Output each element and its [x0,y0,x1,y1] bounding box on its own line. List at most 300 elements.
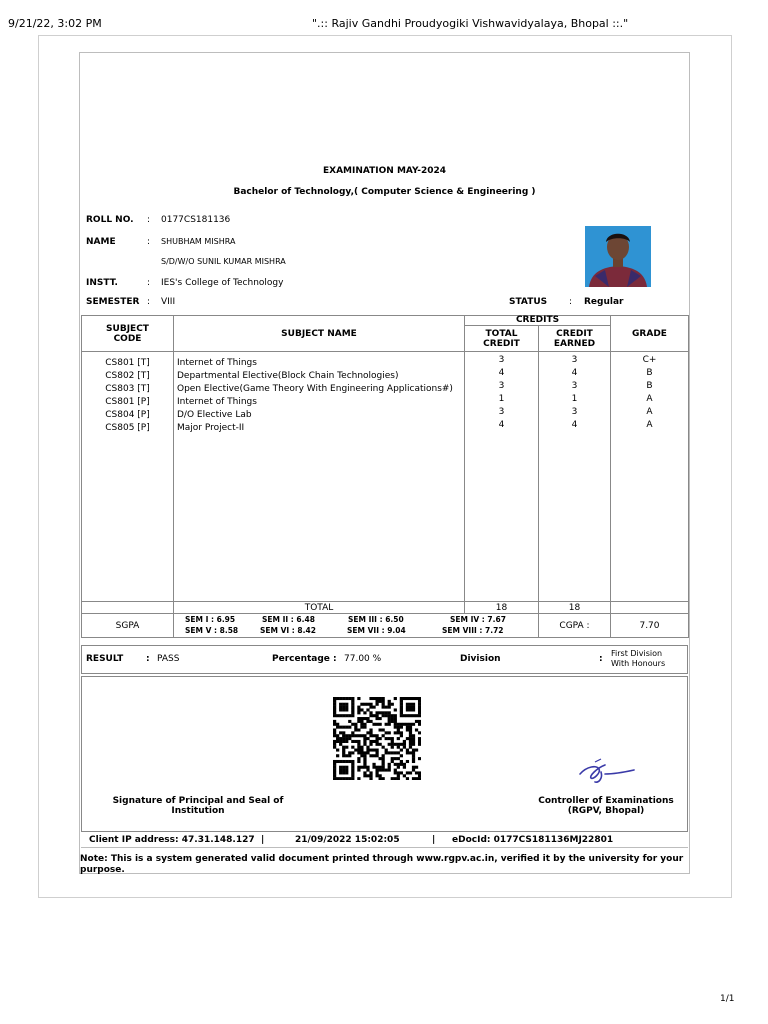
sgpa-sem1: SEM I : 6.95 [185,615,236,624]
qr-module [409,723,412,726]
qr-module [342,726,345,729]
qr-module [372,734,375,737]
qr-module [397,726,400,729]
qr-module [342,731,345,734]
qr-module [375,717,378,720]
qr-module [360,703,363,706]
qr-module [391,746,394,749]
qr-module [403,774,406,777]
qr-module [400,711,403,714]
qr-module [339,771,342,774]
qr-module [339,743,342,746]
qr-module [366,766,369,769]
qr-module [342,749,345,752]
qr-module [397,774,400,777]
qr-module [342,771,345,774]
qr-module [339,740,342,743]
qr-module [351,751,354,754]
qr-module [412,743,415,746]
qr-module [406,697,409,700]
subject-earned-cell: 4 [571,420,578,430]
qr-module [369,749,372,752]
subject-code-cell: CS804 [P] [105,410,150,420]
qr-module [351,760,354,763]
qr-module [406,760,409,763]
subject-total-cell: 3 [498,407,505,417]
qr-module [375,723,378,726]
qr-module [409,706,412,709]
qr-module [394,723,397,726]
qr-module [394,708,397,711]
qr-module [369,731,372,734]
qr-module [412,757,415,760]
qr-module [385,751,388,754]
qr-module [394,731,397,734]
qr-module [345,769,348,772]
qr-module [342,760,345,763]
division-colon: : [599,654,603,664]
qr-module [372,706,375,709]
qr-module [372,766,375,769]
subject-grade-cell: A [646,394,653,404]
qr-module [418,740,421,743]
cgpa-value: 7.70 [611,614,689,638]
qr-module [351,777,354,780]
qr-module [385,723,388,726]
status-colon: : [569,297,573,307]
credit-earned-header: CREDIT EARNED [539,326,611,352]
qr-module [333,774,336,777]
qr-module [406,749,409,752]
qr-module [375,740,378,743]
page-count: 1/1 [720,994,735,1004]
qr-module [382,734,385,737]
qr-module [363,771,366,774]
qr-module [357,746,360,749]
qr-module [418,711,421,714]
qr-module [403,714,406,717]
qr-module [339,703,342,706]
qr-module [357,740,360,743]
qr-module [342,697,345,700]
footer-separator-1: | [261,835,265,845]
qr-module [372,749,375,752]
sgpa-label: SGPA [82,614,174,638]
qr-module [409,771,412,774]
qr-module [366,737,369,740]
subject-grade-cell: B [646,381,653,391]
subject-code-cell: CS802 [T] [105,371,150,381]
qr-module [400,734,403,737]
qr-module [400,749,403,752]
qr-module [418,771,421,774]
qr-module [366,731,369,734]
qr-module [418,697,421,700]
qr-module [379,737,382,740]
qr-module [379,723,382,726]
qr-module [391,757,394,760]
qr-module [375,754,378,757]
qr-module [363,717,366,720]
qr-module [351,771,354,774]
qr-module [351,740,354,743]
subject-grade-cell: B [646,368,653,378]
qr-module [379,711,382,714]
qr-module [406,777,409,780]
principal-caption-line-1: Signature of Principal and Seal of [112,796,284,806]
subject-name-cell: Internet of Things [177,358,257,368]
total-earned-sum: 18 [539,602,611,614]
qr-module [357,760,360,763]
qr-module [382,777,385,780]
qr-module [385,731,388,734]
result-value: PASS [157,654,180,664]
qr-module [406,706,409,709]
qr-module [412,769,415,772]
qr-module [345,714,348,717]
qr-module [400,760,403,763]
qr-module [412,697,415,700]
qr-module [388,766,391,769]
qr-module [372,754,375,757]
qr-module [379,717,382,720]
qr-module [403,746,406,749]
qr-module [415,749,418,752]
qr-module [366,751,369,754]
qr-module [357,706,360,709]
qr-module [379,769,382,772]
qr-module [385,769,388,772]
qr-module [382,714,385,717]
name-colon: : [147,237,151,247]
qr-module [336,726,339,729]
credits-header: CREDITS [465,316,611,326]
subject-code-cell: CS803 [T] [105,384,150,394]
qr-module [400,743,403,746]
qr-module [372,723,375,726]
qr-module [400,731,403,734]
qr-module [363,703,366,706]
qr-module [342,740,345,743]
qr-module [351,700,354,703]
qr-module [363,711,366,714]
qr-module [345,708,348,711]
qr-module [345,777,348,780]
qr-module [382,766,385,769]
institute-name: IES's College of Technology [161,278,284,288]
division-line-1: First Division [611,649,663,658]
qr-module [382,757,385,760]
qr-module [366,720,369,723]
qr-module [357,728,360,731]
qr-module [354,749,357,752]
qr-module [375,700,378,703]
semester-colon: : [147,297,151,307]
qr-module [400,754,403,757]
qr-module [397,766,400,769]
qr-module [388,731,391,734]
qr-module [418,731,421,734]
qr-module [339,769,342,772]
qr-module [369,706,372,709]
qr-module [375,749,378,752]
qr-module [379,697,382,700]
qr-module [351,714,354,717]
qr-module [357,769,360,772]
qr-module [333,728,336,731]
footer-separator-2: | [432,835,436,845]
qr-module [412,714,415,717]
sgpa-sem3: SEM III : 6.50 [348,615,404,624]
qr-module [357,697,360,700]
qr-module [385,749,388,752]
qr-module [342,706,345,709]
qr-module [336,760,339,763]
subject-code-cell: CS805 [P] [105,423,150,433]
qr-module [357,720,360,723]
qr-module [363,754,366,757]
qr-module [357,743,360,746]
qr-module [394,757,397,760]
result-label: RESULT [86,654,124,664]
qr-module [333,769,336,772]
qr-module [351,711,354,714]
qr-module [418,743,421,746]
qr-module [400,763,403,766]
footer-divider [81,847,688,848]
qr-module [415,697,418,700]
qr-module [391,737,394,740]
result-colon: : [146,654,150,664]
qr-module [351,769,354,772]
qr-module [369,703,372,706]
qr-module [375,751,378,754]
qr-module [388,763,391,766]
qr-module [333,766,336,769]
qr-module [375,771,378,774]
qr-module [345,771,348,774]
qr-module [351,766,354,769]
qr-module [375,711,378,714]
qr-module [412,703,415,706]
qr-module [412,777,415,780]
qr-module [336,723,339,726]
qr-module [409,746,412,749]
subject-total-cell: 1 [498,394,505,404]
subject-earned-cell: 3 [571,355,578,365]
total-label: TOTAL [174,602,465,614]
credit-earned-column [539,352,611,602]
qr-module [357,708,360,711]
qr-module [397,771,400,774]
qr-module [342,777,345,780]
qr-module [345,740,348,743]
qr-module [333,700,336,703]
qr-module [366,746,369,749]
qr-module [360,708,363,711]
qr-module [336,749,339,752]
controller-signature [575,756,637,786]
qr-module [336,714,339,717]
qr-module [409,726,412,729]
qr-module [394,714,397,717]
qr-module [342,734,345,737]
qr-module [348,760,351,763]
qr-module [336,734,339,737]
qr-module [354,726,357,729]
qr-module [409,731,412,734]
qr-module [342,703,345,706]
qr-module [375,769,378,772]
qr-module [360,717,363,720]
total-credit-sum: 18 [465,602,539,614]
qr-module [345,746,348,749]
qr-module [348,726,351,729]
qr-module [412,723,415,726]
total-grade-blank [611,602,689,614]
qr-module [394,697,397,700]
client-ip: Client IP address: 47.31.148.127 [89,835,255,845]
qr-module [336,754,339,757]
qr-module [391,714,394,717]
qr-module [345,697,348,700]
qr-module [394,763,397,766]
qr-module [406,726,409,729]
qr-module [333,714,336,717]
qr-module [391,743,394,746]
qr-module [409,728,412,731]
qr-module [369,777,372,780]
semester-label: SEMESTER [86,297,140,307]
qr-module [366,749,369,752]
subject-name-cell: Open Elective(Game Theory With Engineering Applications#) [177,384,453,394]
qr-module [400,706,403,709]
qr-module [360,749,363,752]
subject-earned-cell: 1 [571,394,578,404]
qr-module [339,731,342,734]
qr-module [412,737,415,740]
qr-module [409,737,412,740]
subject-total-cell: 4 [498,420,505,430]
qr-module [363,743,366,746]
subject-grade-cell: C+ [642,355,657,365]
qr-module [372,740,375,743]
verification-note [80,854,686,876]
qr-module [385,711,388,714]
qr-module [342,714,345,717]
qr-module [348,720,351,723]
qr-module [394,777,397,780]
qr-module [418,777,421,780]
qr-module [351,774,354,777]
qr-module [363,763,366,766]
qr-module [394,726,397,729]
qr-module [394,720,397,723]
qr-module [336,737,339,740]
qr-module [333,771,336,774]
qr-module [369,697,372,700]
subject-code-cell: CS801 [T] [105,358,150,368]
qr-module [412,708,415,711]
qr-module [406,771,409,774]
qr-module [375,766,378,769]
qr-module [418,737,421,740]
sgpa-values [174,614,539,638]
qr-module [418,723,421,726]
qr-module [360,746,363,749]
grade-column [611,352,689,602]
qr-module [333,697,336,700]
subject-code-column [82,352,174,602]
qr-module [363,734,366,737]
qr-module [354,740,357,743]
qr-module [363,757,366,760]
qr-module [388,714,391,717]
subject-earned-cell: 4 [571,368,578,378]
qr-module [382,763,385,766]
qr-module [363,774,366,777]
qr-module [412,760,415,763]
qr-module [351,731,354,734]
qr-module [333,720,336,723]
qr-module [348,714,351,717]
sgpa-sem5: SEM V : 8.58 [185,626,239,635]
percentage-colon: : [333,654,337,664]
qr-module [360,734,363,737]
qr-module [345,734,348,737]
qr-module [412,751,415,754]
qr-module [375,734,378,737]
name-label: NAME [86,237,116,247]
qr-module [339,760,342,763]
subject-name-column [174,352,465,602]
qr-module [388,711,391,714]
qr-module [388,700,391,703]
qr-module [369,743,372,746]
qr-module [379,757,382,760]
qr-module [354,734,357,737]
qr-module [345,703,348,706]
qr-module [333,760,336,763]
status-label: STATUS [509,297,548,307]
subject-earned-cell: 3 [571,381,578,391]
qr-module [336,777,339,780]
controller-caption-line-1: Controller of Examinations [538,796,674,806]
sgpa-sem7: SEM VII : 9.04 [347,626,406,635]
qr-module [391,717,394,720]
qr-module [336,740,339,743]
qr-module [406,723,409,726]
qr-module [348,754,351,757]
qr-module [406,703,409,706]
qr-module [400,726,403,729]
qr-module [388,743,391,746]
qr-module [391,760,394,763]
qr-module [388,769,391,772]
qr-module [400,697,403,700]
qr-module [409,708,412,711]
subject-code-cell: CS801 [P] [105,397,150,407]
subject-total-cell: 3 [498,355,505,365]
qr-module [406,751,409,754]
total-row-blank [82,602,174,614]
print-datetime: 9/21/22, 3:02 PM [8,17,102,30]
qr-module [418,700,421,703]
qr-module [397,751,400,754]
qr-module [366,703,369,706]
qr-module [409,703,412,706]
subject-grade-cell: A [646,407,653,417]
